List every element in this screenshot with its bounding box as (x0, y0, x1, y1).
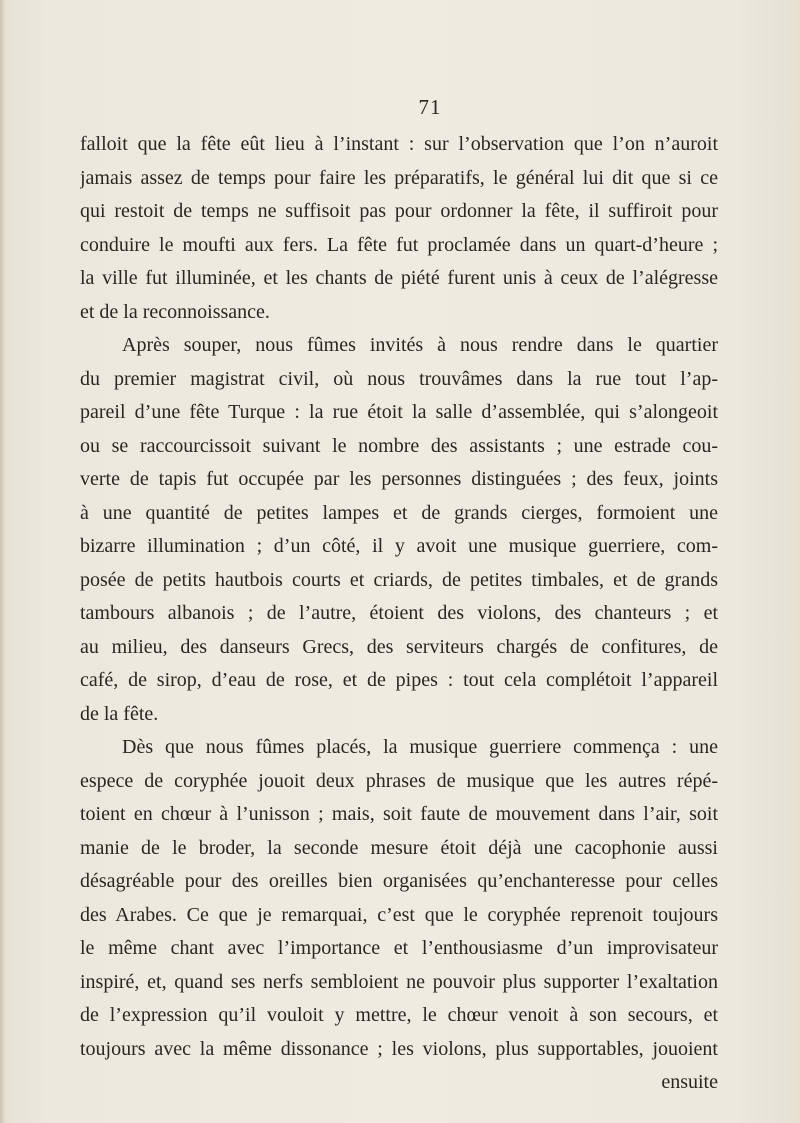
text-line: désagréable pour des oreilles bien organisées qu’enchanteresse pour celles (80, 870, 718, 892)
text-line: pareil d’une fête Turque : la rue étoit la salle d’assemblée, qui s’alongeoit (80, 401, 718, 423)
text-line: à une quantité de petites lampes et de grands cierges, formoient une (80, 501, 718, 524)
text-line: verte de tapis fut occupée par les personnes distinguées ; des feux, joints (80, 468, 718, 490)
text-line: conduire le moufti aux fers. La fête fut proclamée dans un quart-d’heure ; (80, 233, 718, 256)
text-line: falloit que la fête eût lieu à l’instant : sur l’observation que l’on n’auroit (80, 133, 718, 155)
text-line: de la fête. (80, 702, 159, 725)
text-line: manie de le broder, la seconde mesure étoit déjà une cacophonie aussi (80, 836, 718, 859)
text-line: le même chant avec l’importance et l’enthousiasme d’un improvisateur (80, 937, 718, 959)
text-line: Après souper, nous fûmes invités à nous rendre dans le quartier (122, 334, 718, 356)
text-line: toient en chœur à l’unisson ; mais, soit faute de mouvement dans l’air, soit (80, 803, 718, 825)
text-line: Dès que nous fûmes placés, la musique guerriere commença : une (122, 736, 718, 758)
page-number: 71 (418, 95, 442, 119)
text-line: des Arabes. Ce que je remarquai, c’est que le coryphée reprenoit toujours (80, 903, 718, 926)
text-line: inspiré, et, quand ses nerfs sembloient ne pouvoir plus supporter l’exaltation (80, 970, 718, 993)
text-line: café, de sirop, d’eau de rose, et de pipes : tout cela complétoit l’appareil (80, 669, 718, 691)
text-line: tambours albanois ; de l’autre, étoient des violons, des chanteurs ; et (80, 602, 718, 624)
text-line: du premier magistrat civil, où nous trouvâmes dans la rue tout l’ap- (80, 367, 718, 390)
text-line: qui restoit de temps ne suffisoit pas pour ordonner la fête, il suffiroit pour (80, 200, 718, 222)
text-line: bizarre illumination ; d’un côté, il y avoit une musique guerriere, com- (80, 535, 718, 557)
catchword: ensuite (661, 1071, 718, 1093)
text-line: et de la reconnoissance. (80, 300, 270, 323)
spine-shadow (0, 0, 6, 1123)
text-line: de l’expression qu’il vouloit y mettre, le chœur venoit à son secours, et (80, 1004, 718, 1026)
text-line: jamais assez de temps pour faire les préparatifs, le général lui dit que si ce (80, 166, 718, 189)
text-line: ou se raccourcissoit suivant le nombre des assistants ; une estrade cou- (80, 434, 718, 457)
text-line: espece de coryphée jouoit deux phrases de musique que les autres répé- (80, 769, 718, 792)
text-line: la ville fut illuminée, et les chants de piété furent unis à ceux de l’alégresse (80, 267, 718, 289)
text-line: toujours avec la même dissonance ; les violons, plus supportables, jouoient (80, 1037, 718, 1060)
text-line: posée de petits hautbois courts et criards, de petites timbales, et de grands (80, 568, 718, 591)
body-text (80, 128, 718, 1100)
text-line: au milieu, des danseurs Grecs, des serviteurs chargés de confitures, de (80, 635, 718, 658)
